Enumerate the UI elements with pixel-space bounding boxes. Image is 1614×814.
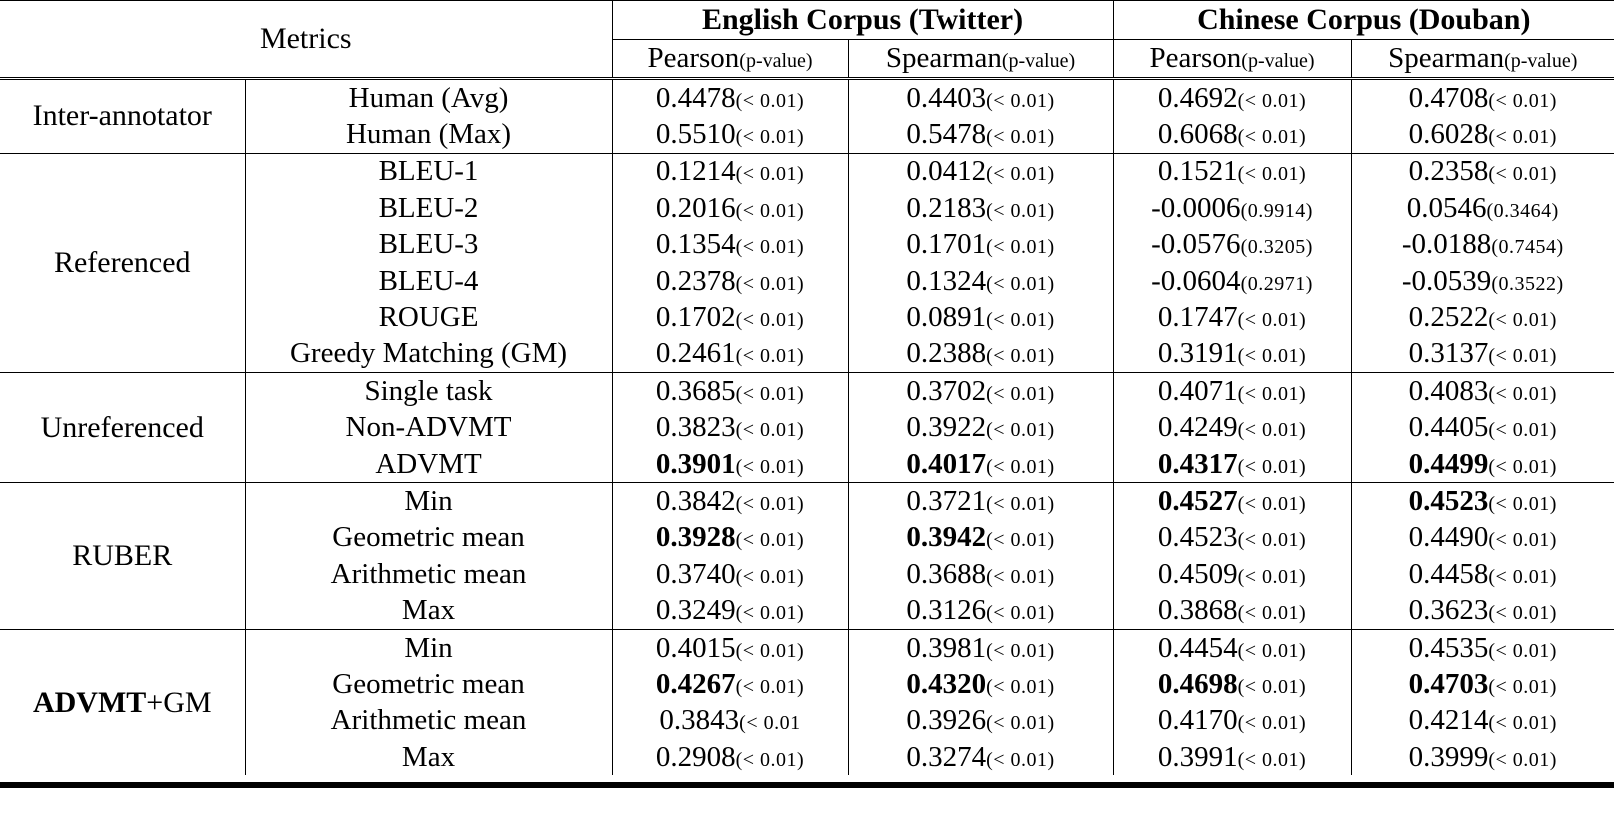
p-value: (< 0.01) <box>986 382 1055 405</box>
table-row <box>0 629 1614 666</box>
value-cell <box>848 190 1113 226</box>
group-label-bold-part: ADVMT <box>32 685 147 719</box>
correlation-value: 0.4017 <box>906 447 987 480</box>
p-value: (< 0.01) <box>735 272 805 295</box>
metric-label: Min <box>245 629 612 666</box>
p-value: (< 0.01) <box>986 199 1055 222</box>
sub-header-zh-spearman <box>1351 40 1614 79</box>
value-cell <box>1351 666 1614 702</box>
table-row <box>0 153 1614 190</box>
p-value: (< 0.01) <box>1488 89 1557 112</box>
correlation-value: 0.3191 <box>1157 337 1238 370</box>
p-value: (< 0.01) <box>1237 455 1307 478</box>
p-value: (< 0.01) <box>1488 345 1557 368</box>
value-cell <box>848 336 1113 373</box>
metric-label: Max <box>245 592 612 629</box>
value-cell <box>1113 116 1351 153</box>
value-cell <box>1113 446 1351 483</box>
p-value: (< 0.01) <box>1237 529 1307 552</box>
value-cell <box>1351 299 1614 335</box>
correlation-value: 0.2461 <box>655 337 736 370</box>
correlation-value: 0.4083 <box>1408 374 1489 407</box>
value-cell <box>1351 336 1614 373</box>
value-cell <box>612 446 848 483</box>
correlation-value: 0.1747 <box>1157 301 1238 334</box>
p-value: (< 0.01) <box>1237 309 1307 332</box>
value-cell <box>1113 703 1351 739</box>
value-cell <box>1351 190 1614 226</box>
metric-label: Geometric mean <box>245 666 612 702</box>
p-value: (< 0.01) <box>1488 712 1557 735</box>
correlation-value: 0.4317 <box>1157 447 1238 480</box>
value-cell <box>848 739 1113 775</box>
table-body <box>0 79 1614 776</box>
correlation-value: 0.2358 <box>1408 155 1489 188</box>
value-cell <box>1351 629 1614 666</box>
p-value: (< 0.01) <box>1237 492 1307 515</box>
correlation-value: 0.4403 <box>906 81 987 114</box>
p-value: (< 0.01) <box>986 492 1055 515</box>
correlation-value: 0.4509 <box>1157 557 1238 590</box>
value-cell <box>1351 446 1614 483</box>
p-value: (< 0.01) <box>1237 602 1307 625</box>
value-cell <box>612 520 848 556</box>
metric-label: ROUGE <box>245 299 612 335</box>
correlation-value: 0.3623 <box>1408 594 1489 627</box>
p-value: (< 0.01) <box>986 675 1055 698</box>
correlation-value: 0.1324 <box>906 264 987 297</box>
correlation-value: 0.4692 <box>1157 81 1238 114</box>
sub-header-note: (p-value) <box>1241 50 1315 72</box>
correlation-value: 0.4267 <box>655 667 736 700</box>
p-value: (< 0.01) <box>986 272 1055 295</box>
correlation-value: 0.1354 <box>655 228 736 261</box>
p-value: (< 0.01) <box>1488 529 1557 552</box>
p-value: (< 0.01) <box>1488 419 1557 442</box>
p-value: (< 0.01) <box>735 236 805 259</box>
value-cell <box>848 227 1113 263</box>
p-value: (< 0.01) <box>986 419 1055 442</box>
value-cell <box>612 410 848 446</box>
correlation-value: 0.4478 <box>655 81 736 114</box>
correlation-value: 0.4071 <box>1157 374 1238 407</box>
p-value: (< 0.01) <box>1488 675 1557 698</box>
group-label: Referenced <box>0 153 245 372</box>
p-value: (< 0.01) <box>986 89 1055 112</box>
value-cell <box>612 666 848 702</box>
sub-header-zh-pearson <box>1113 40 1351 79</box>
correlation-value: 0.0412 <box>906 155 987 188</box>
table-header <box>0 1 1614 79</box>
value-cell <box>1351 703 1614 739</box>
value-cell <box>848 703 1113 739</box>
correlation-value: 0.3126 <box>906 594 987 627</box>
value-cell <box>848 299 1113 335</box>
correlation-value: 0.3999 <box>1408 740 1489 773</box>
p-value: (< 0.01) <box>735 163 805 186</box>
p-value: (< 0.01) <box>735 492 805 515</box>
p-value: (< 0.01) <box>735 199 805 222</box>
sub-header-name: Pearson <box>647 42 740 74</box>
p-value: (< 0.01) <box>735 309 805 332</box>
table-row <box>0 373 1614 410</box>
group-label: Inter-annotator <box>0 79 245 154</box>
p-value: (< 0.01) <box>1237 382 1307 405</box>
value-cell <box>1351 739 1614 775</box>
value-cell <box>848 263 1113 299</box>
correlation-value: 0.4708 <box>1408 81 1489 114</box>
p-value: (0.7454) <box>1491 236 1564 259</box>
p-value: (< 0.01) <box>735 126 805 149</box>
correlation-value: 0.4015 <box>655 631 736 664</box>
group-label: Unreferenced <box>0 373 245 483</box>
sub-header-name: Spearman <box>1388 42 1505 74</box>
correlation-value: 0.3868 <box>1157 594 1238 627</box>
value-cell <box>1351 556 1614 592</box>
value-cell <box>848 79 1113 117</box>
correlation-value: 0.5510 <box>655 118 736 151</box>
p-value: (< 0.01) <box>1237 126 1307 149</box>
metric-label: Min <box>245 483 612 520</box>
value-cell <box>1113 263 1351 299</box>
correlation-value: 0.0546 <box>1406 191 1487 224</box>
correlation-value: 0.3926 <box>906 704 987 737</box>
p-value: (< 0.01) <box>1488 126 1557 149</box>
correlation-value: 0.2183 <box>906 191 987 224</box>
value-cell <box>612 153 848 190</box>
p-value: (< 0.01) <box>735 455 805 478</box>
p-value: (< 0.01) <box>986 712 1055 735</box>
correlation-value: 0.1701 <box>906 228 987 261</box>
value-cell <box>1351 410 1614 446</box>
p-value: (< 0.01) <box>1488 382 1557 405</box>
p-value: (< 0.01) <box>1488 602 1557 625</box>
correlation-value: 0.3942 <box>906 521 987 554</box>
correlation-value: -0.0539 <box>1401 264 1492 297</box>
correlation-value: 0.3249 <box>655 594 736 627</box>
correlation-value: 0.4214 <box>1408 704 1489 737</box>
group-label: ADVMT+GM <box>0 629 245 775</box>
value-cell <box>1113 153 1351 190</box>
p-value: (< 0.01) <box>735 345 805 368</box>
value-cell <box>1351 592 1614 629</box>
p-value: (0.3522) <box>1491 272 1564 295</box>
correlation-value: 0.3981 <box>906 631 987 664</box>
correlation-value: -0.0604 <box>1151 264 1241 297</box>
correlation-value: 0.2908 <box>655 740 736 773</box>
correlation-value: 0.3721 <box>906 484 987 517</box>
p-value: (< 0.01) <box>1488 492 1557 515</box>
correlation-value: 0.3901 <box>655 447 736 480</box>
correlation-value: 0.4523 <box>1408 484 1489 517</box>
value-cell <box>848 373 1113 410</box>
correlation-value: 0.1521 <box>1157 155 1238 188</box>
value-cell <box>848 116 1113 153</box>
correlation-value: 0.3137 <box>1408 337 1489 370</box>
metric-label: Single task <box>245 373 612 410</box>
p-value: (< 0.01) <box>986 529 1055 552</box>
value-cell <box>1113 336 1351 373</box>
p-value: (< 0.01) <box>986 639 1055 662</box>
correlation-value: 0.4527 <box>1157 484 1238 517</box>
correlation-value: 0.4458 <box>1408 557 1489 590</box>
p-value: (< 0.01) <box>735 382 805 405</box>
correlation-value: 0.2522 <box>1408 301 1489 334</box>
value-cell <box>612 79 848 117</box>
chinese-corpus-header: Chinese Corpus (Douban) <box>1113 1 1614 40</box>
value-cell <box>848 666 1113 702</box>
p-value: (< 0.01) <box>986 309 1055 332</box>
metrics-header: Metrics <box>0 1 612 79</box>
p-value: (< 0.01) <box>735 748 805 771</box>
p-value: (< 0.01) <box>986 126 1055 149</box>
metric-label: Human (Avg) <box>245 79 612 117</box>
value-cell <box>612 629 848 666</box>
metric-label: Non-ADVMT <box>245 410 612 446</box>
bottom-rule <box>0 782 1614 788</box>
correlation-value: 0.5478 <box>906 118 987 151</box>
value-cell <box>1351 79 1614 117</box>
value-cell <box>1351 263 1614 299</box>
metric-label: BLEU-1 <box>245 153 612 190</box>
p-value: (< 0.01) <box>735 639 805 662</box>
value-cell <box>612 299 848 335</box>
correlation-value: 0.4535 <box>1408 631 1489 664</box>
correlation-value: 0.4249 <box>1157 411 1238 444</box>
p-value: (< 0.01) <box>986 748 1055 771</box>
correlation-value: 0.3274 <box>906 740 987 773</box>
p-value: (< 0.01) <box>1488 639 1557 662</box>
value-cell <box>848 483 1113 520</box>
correlation-value: 0.3843 <box>659 704 740 737</box>
value-cell <box>1351 483 1614 520</box>
p-value: (0.3464) <box>1486 199 1559 222</box>
value-cell <box>848 629 1113 666</box>
p-value: (< 0.01) <box>735 529 805 552</box>
value-cell <box>612 703 848 739</box>
correlation-value: 0.2378 <box>655 264 736 297</box>
metric-label: Geometric mean <box>245 520 612 556</box>
p-value: (< 0.01 <box>739 712 801 735</box>
group-label: RUBER <box>0 483 245 630</box>
metric-label: Human (Max) <box>245 116 612 153</box>
correlation-value: 0.3842 <box>655 484 736 517</box>
value-cell <box>1113 592 1351 629</box>
correlation-value: 0.4490 <box>1408 521 1489 554</box>
value-cell <box>612 556 848 592</box>
value-cell <box>612 227 848 263</box>
p-value: (< 0.01) <box>1488 163 1557 186</box>
correlation-value: 0.4523 <box>1157 521 1238 554</box>
value-cell <box>848 556 1113 592</box>
p-value: (< 0.01) <box>986 565 1055 588</box>
p-value: (< 0.01) <box>1237 345 1307 368</box>
value-cell <box>612 592 848 629</box>
correlation-value: 0.3740 <box>655 557 736 590</box>
correlation-value: 0.1214 <box>655 155 736 188</box>
value-cell <box>1113 629 1351 666</box>
value-cell <box>1113 520 1351 556</box>
value-cell <box>612 116 848 153</box>
p-value: (< 0.01) <box>1237 748 1307 771</box>
p-value: (0.3205) <box>1240 236 1313 259</box>
p-value: (0.9914) <box>1240 199 1313 222</box>
correlation-value: 0.3702 <box>906 374 987 407</box>
p-value: (< 0.01) <box>1237 675 1307 698</box>
p-value: (< 0.01) <box>735 602 805 625</box>
p-value: (< 0.01) <box>735 89 805 112</box>
p-value: (< 0.01) <box>1237 89 1307 112</box>
correlation-value: 0.3688 <box>906 557 987 590</box>
value-cell <box>1351 116 1614 153</box>
sub-header-en-pearson <box>612 40 848 79</box>
p-value: (< 0.01) <box>735 419 805 442</box>
value-cell <box>848 592 1113 629</box>
value-cell <box>1113 79 1351 117</box>
p-value: (< 0.01) <box>1488 309 1557 332</box>
p-value: (< 0.01) <box>1237 419 1307 442</box>
value-cell <box>1113 299 1351 335</box>
correlation-value: 0.4454 <box>1157 631 1238 664</box>
p-value: (< 0.01) <box>1237 163 1307 186</box>
value-cell <box>848 520 1113 556</box>
metric-label: BLEU-4 <box>245 263 612 299</box>
correlation-value: -0.0006 <box>1151 191 1241 224</box>
p-value: (< 0.01) <box>986 163 1055 186</box>
value-cell <box>1113 190 1351 226</box>
sub-header-note: (p-value) <box>739 50 813 72</box>
value-cell <box>1113 556 1351 592</box>
correlation-value: 0.6068 <box>1157 118 1238 151</box>
value-cell <box>1351 373 1614 410</box>
english-corpus-header: English Corpus (Twitter) <box>612 1 1113 40</box>
value-cell <box>612 263 848 299</box>
correlation-value: 0.2388 <box>906 337 987 370</box>
sub-header-note: (p-value) <box>1504 50 1578 72</box>
correlation-value: 0.3823 <box>655 411 736 444</box>
correlation-value: 0.4405 <box>1408 411 1489 444</box>
correlation-value: -0.0188 <box>1401 228 1492 261</box>
p-value: (< 0.01) <box>986 602 1055 625</box>
value-cell <box>612 190 848 226</box>
value-cell <box>848 446 1113 483</box>
value-cell <box>1113 410 1351 446</box>
correlation-value: 0.3991 <box>1157 740 1238 773</box>
metric-label: Greedy Matching (GM) <box>245 336 612 373</box>
correlation-value: 0.4698 <box>1157 667 1238 700</box>
value-cell <box>612 373 848 410</box>
value-cell <box>1351 153 1614 190</box>
value-cell <box>1113 666 1351 702</box>
sub-header-name: Spearman <box>885 42 1002 74</box>
value-cell <box>612 483 848 520</box>
p-value: (< 0.01) <box>1237 565 1307 588</box>
value-cell <box>612 739 848 775</box>
p-value: (< 0.01) <box>1488 748 1557 771</box>
p-value: (< 0.01) <box>986 345 1055 368</box>
sub-header-en-spearman <box>848 40 1113 79</box>
metric-label: Arithmetic mean <box>245 703 612 739</box>
p-value: (< 0.01) <box>1237 712 1307 735</box>
correlation-value: 0.3928 <box>655 521 736 554</box>
value-cell <box>1113 739 1351 775</box>
correlation-value: 0.6028 <box>1408 118 1489 151</box>
table-row <box>0 483 1614 520</box>
p-value: (< 0.01) <box>1237 639 1307 662</box>
p-value: (< 0.01) <box>735 565 805 588</box>
p-value: (< 0.01) <box>986 455 1055 478</box>
correlation-value: 0.4703 <box>1408 667 1489 700</box>
value-cell <box>1351 520 1614 556</box>
correlation-value: 0.4170 <box>1157 704 1238 737</box>
value-cell <box>1113 483 1351 520</box>
p-value: (< 0.01) <box>735 675 805 698</box>
value-cell <box>1113 373 1351 410</box>
value-cell <box>1351 227 1614 263</box>
correlation-value: -0.0576 <box>1151 228 1241 261</box>
p-value: (< 0.01) <box>1488 455 1557 478</box>
sub-header-note: (p-value) <box>1001 50 1076 72</box>
metric-label: Max <box>245 739 612 775</box>
metric-label: BLEU-2 <box>245 190 612 226</box>
correlation-value: 0.3685 <box>655 374 736 407</box>
table-row <box>0 79 1614 117</box>
correlation-value: 0.2016 <box>655 191 736 224</box>
metric-label: ADVMT <box>245 446 612 483</box>
metric-label: Arithmetic mean <box>245 556 612 592</box>
value-cell <box>1113 227 1351 263</box>
value-cell <box>612 336 848 373</box>
correlation-value: 0.4499 <box>1408 447 1489 480</box>
p-value: (0.2971) <box>1240 272 1313 295</box>
correlation-value: 0.1702 <box>655 301 736 334</box>
correlation-value: 0.4320 <box>906 667 987 700</box>
metric-label: BLEU-3 <box>245 227 612 263</box>
p-value: (< 0.01) <box>986 236 1055 259</box>
sub-header-name: Pearson <box>1149 42 1242 74</box>
correlation-value: 0.0891 <box>906 301 987 334</box>
correlation-value: 0.3922 <box>906 411 987 444</box>
value-cell <box>848 410 1113 446</box>
p-value: (< 0.01) <box>1488 565 1557 588</box>
value-cell <box>848 153 1113 190</box>
